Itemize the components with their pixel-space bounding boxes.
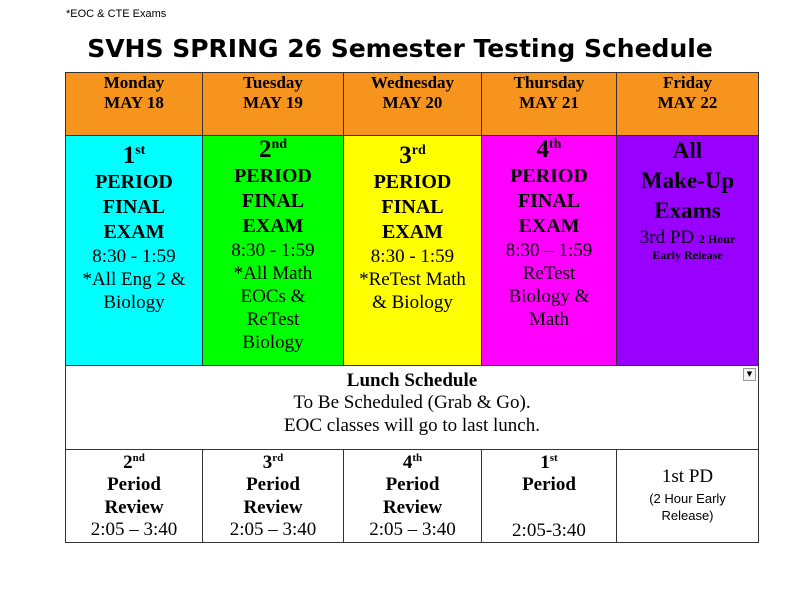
review-row — [66, 450, 759, 543]
day-header-tuesday: Tuesday MAY 19 — [203, 73, 344, 136]
testing-schedule-table — [65, 72, 759, 543]
lunch-title: Lunch Schedule — [346, 370, 478, 391]
lunch-line-2: EOC classes will go to last lunch. — [284, 414, 540, 436]
review-cell-friday: 1st PD (2 Hour Early Release) — [617, 450, 759, 543]
exam-footnote: *EOC & CTE Exams — [66, 8, 167, 20]
exam-cell-thursday: 4th PERIOD FINAL EXAM 8:30 – 1:59 ReTest Biology & Math — [482, 136, 617, 366]
exam-row — [66, 136, 759, 366]
review-cell-tuesday: 3rd Period Review 2:05 – 3:40 — [203, 450, 344, 543]
day-header-thursday: Thursday MAY 21 — [482, 73, 617, 136]
review-cell-monday: 2nd Period Review 2:05 – 3:40 — [66, 450, 203, 543]
exam-cell-tuesday: 2nd PERIOD FINAL EXAM 8:30 - 1:59 *All Math EOCs & ReTest Biology — [203, 136, 344, 366]
day-header-friday: Friday MAY 22 — [617, 73, 759, 136]
page-title: SVHS SPRING 26 Semester Testing Schedule — [87, 34, 713, 63]
lunch-row — [66, 366, 759, 450]
review-cell-thursday: 1st Period 2:05-3:40 — [482, 450, 617, 543]
review-cell-wednesday: 4th Period Review 2:05 – 3:40 — [344, 450, 482, 543]
exam-cell-monday: 1st PERIOD FINAL EXAM 8:30 - 1:59 *All Eng 2 & Biology — [66, 136, 203, 366]
day-header-monday: Monday MAY 18 — [66, 73, 203, 136]
exam-cell-friday: All Make-Up Exams 3rd PD 2 Hour Early Release — [617, 136, 759, 366]
exam-cell-wednesday: 3rd PERIOD FINAL EXAM 8:30 - 1:59 *ReTest Math & Biology — [344, 136, 482, 366]
cell-dropdown-toggle[interactable]: ▼ — [743, 368, 756, 381]
lunch-cell — [66, 366, 759, 450]
lunch-line-1: To Be Scheduled (Grab & Go). — [293, 391, 531, 413]
header-row — [66, 73, 759, 136]
day-header-wednesday: Wednesday MAY 20 — [344, 73, 482, 136]
